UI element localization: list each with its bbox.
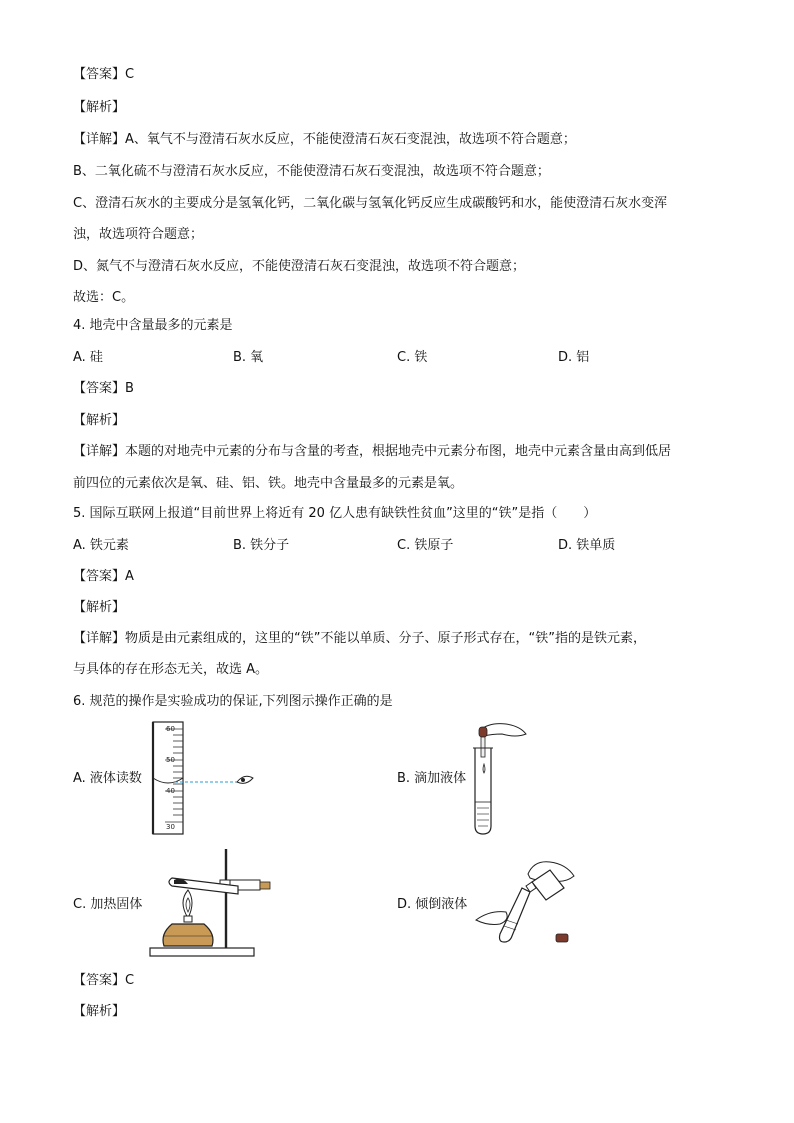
dropper-test-tube-figure [468,720,528,838]
option-d: D. 铝 [558,350,590,365]
option-c: C. 铁原子 [397,538,454,553]
option-b: B. 滴加液体 [397,771,467,786]
scale-label: 40 [166,787,175,795]
flame-icon [183,890,192,918]
test-tube [473,748,493,834]
detail-line: 前四位的元素依次是氧、硅、铝、铁。地壳中含量最多的元素是氧。 [73,476,464,491]
answer-value: C [125,67,135,82]
option-a: A. 铁元素 [73,538,129,553]
detail-text: 本题的对地壳中元素的分布与含量的考查，根据地壳中元素分布图，地壳中元素含量由高到低居 [125,444,672,459]
answer-value: A [125,569,134,584]
detail-text: A、氧气不与澄清石灰水反应，不能使澄清石灰石变混浊，故选项不符合题意； [125,132,576,147]
alcohol-lamp [163,916,213,946]
detail-tag: 【详解】 [73,444,126,459]
heating-solid-figure [148,846,274,960]
detail-tag: 【详解】 [73,631,126,646]
option-b: B. 氧 [233,350,264,365]
detail-text: 物质是由元素组成的，这里的“铁”不能以单质、分子、原子形式存在，“铁”指的是铁元素， [125,631,646,646]
detail-line: 与具体的存在形态无关，故选 A。 [73,662,269,677]
option-a: A. 硅 [73,350,103,365]
meniscus [153,778,183,783]
scale-label: 30 [166,823,175,831]
question-stem: 4. 地壳中含量最多的元素是 [73,318,233,333]
answer-tag: 【答案】 [73,381,126,396]
analysis-tag: 【解析】 [73,100,126,115]
analysis-tag: 【解析】 [73,600,126,615]
detail-line [73,443,671,461]
question-stem: 5. 国际互联网上报道“目前世界上将近有 20 亿人患有缺铁性贫血”这里的“铁”是指（ ） [73,506,597,521]
detail-line: C、澄清石灰水的主要成分是氢氧化钙，二氧化碳与氢氧化钙反应生成碳酸钙和水，能使澄清石灰水变浑 [73,196,668,211]
scale-label: 50 [166,756,175,764]
eye-icon [237,776,253,783]
dropper-icon [479,727,487,757]
answer-value: C [125,973,135,988]
drop [483,764,485,773]
detail-tag: 【详解】 [73,132,126,147]
detail-line [73,630,646,648]
option-b: B. 铁分子 [233,538,290,553]
bottle-stopper [556,934,568,942]
answer-line [73,568,134,586]
answer-line [73,972,134,990]
pouring-liquid-figure [470,854,580,950]
cylinder-ticks [165,729,183,822]
graduated-cylinder-figure [145,720,255,836]
answer-line [73,380,134,398]
detail-line: 浊，故选项符合题意； [73,227,204,242]
analysis-tag: 【解析】 [73,1004,126,1019]
option-a: A. 液体读数 [73,771,142,786]
answer-tag: 【答案】 [73,67,126,82]
detail-line: B、二氧化硫不与澄清石灰水反应，不能使澄清石灰石变混浊，故选项不符合题意； [73,164,550,179]
question-stem: 6. 规范的操作是实验成功的保证,下列图示操作正确的是 [73,694,393,709]
answer-value: B [125,381,134,396]
option-d: D. 铁单质 [558,538,616,553]
detail-line: D、氮气不与澄清石灰水反应，不能使澄清石灰石变混浊，故选项不符合题意； [73,259,526,274]
answer-line [73,66,134,84]
option-c: C. 铁 [397,350,428,365]
analysis-tag: 【解析】 [73,413,126,428]
scale-label: 60 [166,725,175,733]
detail-line [73,131,576,149]
option-d: D. 倾倒液体 [397,897,468,912]
conclusion-line: 故选：C。 [73,290,135,305]
answer-tag: 【答案】 [73,569,126,584]
answer-tag: 【答案】 [73,973,126,988]
option-c: C. 加热固体 [73,897,143,912]
